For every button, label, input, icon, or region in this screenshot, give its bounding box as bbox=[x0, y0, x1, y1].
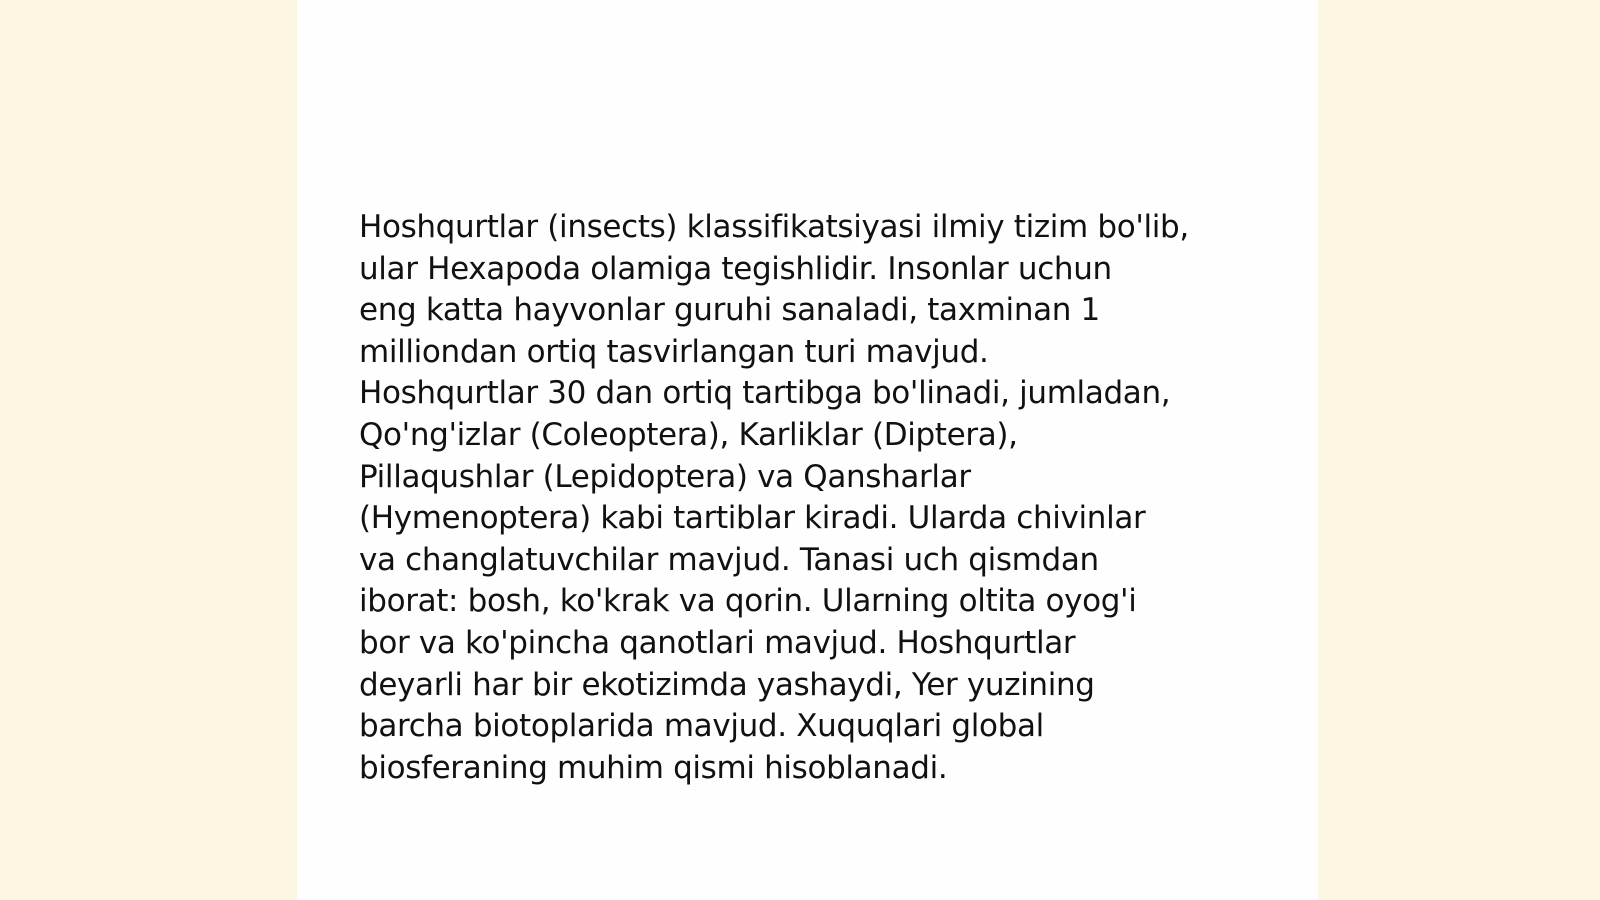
paragraph-line: Qo'ng'izlar (Coleoptera), Karliklar (Diptera), bbox=[359, 416, 1018, 453]
paragraph-line: Pillaqushlar (Lepidoptera) va Qansharlar bbox=[359, 458, 971, 495]
left-margin-background bbox=[0, 0, 297, 900]
paragraph-line: va changlatuvchilar mavjud. Tanasi uch qismdan bbox=[359, 541, 1099, 578]
document-page bbox=[297, 0, 1318, 900]
right-margin-background bbox=[1318, 0, 1600, 900]
paragraph-line: milliondan ortiq tasvirlangan turi mavjud. bbox=[359, 333, 989, 370]
paragraph-line: Hoshqurtlar (insects) klassifikatsiyasi ilmiy tizim bo'lib, bbox=[359, 209, 1189, 245]
paragraph-line: ular Hexapoda olamiga tegishlidir. Insonlar uchun bbox=[359, 250, 1112, 287]
paragraph-line: (Hymenoptera) kabi tartiblar kiradi. Ularda chivinlar bbox=[359, 500, 1146, 537]
paragraph-line: iborat: bosh, ko'krak va qorin. Ularning oltita oyog'i bbox=[359, 583, 1137, 620]
paragraph-line: biosferaning muhim qismi hisoblanadi. bbox=[359, 749, 948, 786]
paragraph-line: bor va ko'pincha qanotlari mavjud. Hoshqurtlar bbox=[359, 624, 1076, 661]
paragraph-line: Hoshqurtlar 30 dan ortiq tartibga bo'linadi, jumladan, bbox=[359, 375, 1171, 412]
body-paragraph bbox=[359, 207, 1259, 789]
paragraph-line: deyarli har bir ekotizimda yashaydi, Yer yuzining bbox=[359, 666, 1095, 703]
paragraph-line: eng katta hayvonlar guruhi sanaladi, taxminan 1 bbox=[359, 292, 1100, 329]
paragraph-line: barcha biotoplarida mavjud. Xuquqlari global bbox=[359, 708, 1044, 745]
